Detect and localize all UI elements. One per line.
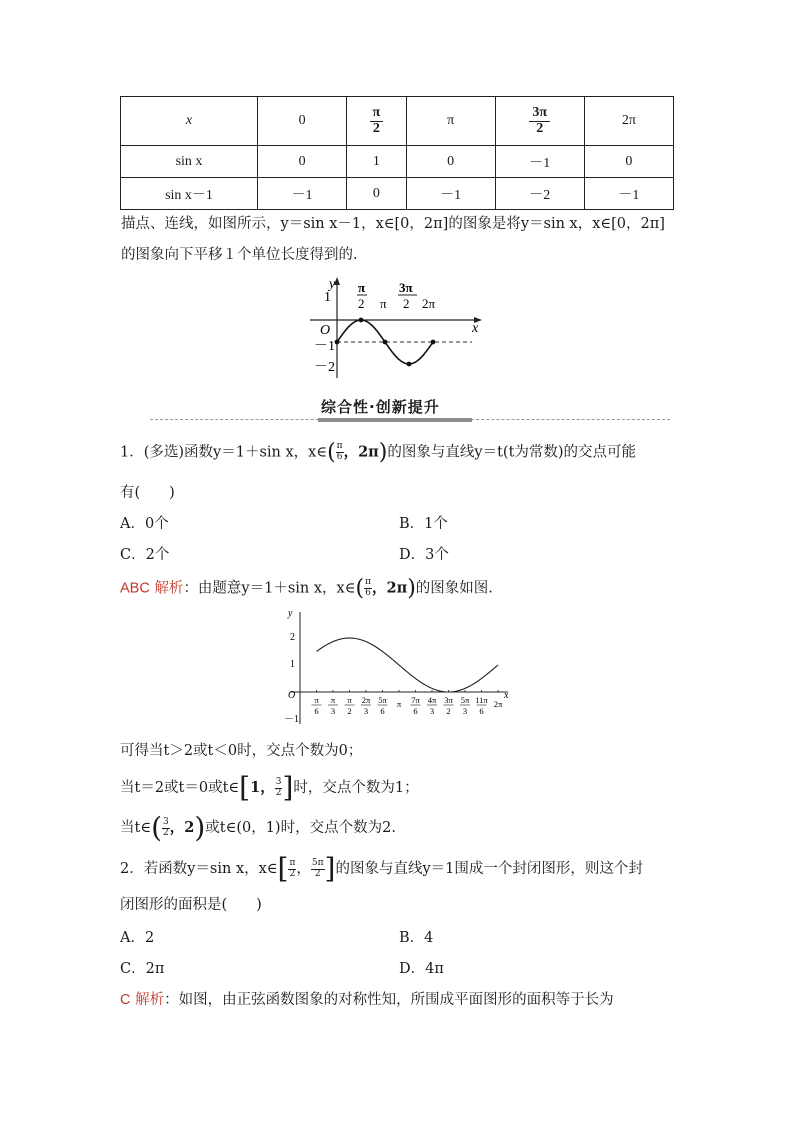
paren-close: ) <box>194 811 206 844</box>
y-axis-label: y <box>288 608 293 619</box>
table-cell: －1 <box>584 178 673 210</box>
analysis-label: 解析 <box>154 580 184 597</box>
q1-case-2 <box>120 771 419 804</box>
table-cell: π <box>406 97 495 146</box>
q2-option-b[interactable]: B．4 <box>399 930 434 946</box>
origin-label: O <box>288 690 296 701</box>
intro-line-2: 的图象向下平移１个单位长度得到的. <box>121 247 358 263</box>
x-tick-denominator: 3 <box>462 706 468 716</box>
tick-minus-2: －2 <box>314 360 335 375</box>
q1-analysis <box>120 576 493 601</box>
interval-end: ，2π <box>343 443 379 461</box>
tick-two-pi: 2π <box>422 296 436 311</box>
x-tick-numerator: π <box>396 699 402 709</box>
x-axis-label: x <box>504 690 509 701</box>
graph-one-plus-sin <box>282 606 514 726</box>
table-cell: sin x－1 <box>121 178 258 210</box>
q1-analysis-text-b: 的图象如图. <box>415 580 493 597</box>
section-title: 综合性·创新提升 <box>321 398 440 416</box>
table-row-sin <box>121 146 674 178</box>
tick-pi-half-den: 2 <box>358 296 365 311</box>
table-cell <box>347 97 406 146</box>
sine-curve <box>317 638 499 692</box>
x-tick-denominator: 3 <box>429 706 435 716</box>
origin-label: O <box>320 323 331 338</box>
x-tick-labels <box>312 690 503 716</box>
x-tick-denominator: 6 <box>413 706 418 716</box>
interval-end: ，2π <box>371 579 408 597</box>
x-tick-denominator: 6 <box>314 706 319 716</box>
tick-three-pi-half-den: 2 <box>403 296 410 311</box>
x-tick-denominator: 3 <box>330 706 336 716</box>
q1-case3-text-b: ，2 <box>169 819 195 836</box>
paren-open: ( <box>327 440 336 465</box>
key-point <box>359 318 364 323</box>
value-table <box>120 96 674 210</box>
table-header-row <box>121 97 674 146</box>
q2-analysis-text: ：如图，由正弦函数图象的对称性知，所围成平面图形的面积等于长为 <box>164 992 614 1008</box>
key-point <box>383 340 388 345</box>
table-cell: 0 <box>258 146 347 178</box>
x-tick-numerator: 7π <box>411 695 420 705</box>
comma: ， <box>296 861 311 877</box>
x-axis-label: x <box>472 321 479 336</box>
section-underline <box>318 418 472 422</box>
q1-stem-text-b: 的图象与直线y＝t(t为常数)的交点可能 <box>387 444 637 461</box>
q1-option-b[interactable]: B．1个 <box>399 516 448 532</box>
intro-line-1: 描点、连线，如图所示，y＝sin x－1，x∈[0，2π]的图象是将y＝sin x，x∈[0，2π] <box>121 216 665 232</box>
table-cell <box>495 97 584 146</box>
fraction-pi-half: $\frac{\pi}{2}$ <box>370 106 384 136</box>
table-cell: 0 <box>258 97 347 146</box>
q1-stem-cont: 有( ) <box>120 485 175 501</box>
key-point <box>407 362 412 367</box>
q1-option-a[interactable]: A．0个 <box>120 516 169 532</box>
q2-option-a[interactable]: A．2 <box>120 930 155 946</box>
q2-stem-cont: 闭图形的面积是( ) <box>120 897 262 913</box>
table-cell: sin x <box>121 146 258 178</box>
q2-option-c[interactable]: C．2π <box>120 961 165 977</box>
x-tick-numerator: 3π <box>444 695 453 705</box>
table-cell: 0 <box>584 146 673 178</box>
x-tick-numerator: π <box>347 695 352 705</box>
tick-minus-1: －1 <box>314 339 335 354</box>
q2-stem-text-a: 2．若函数y＝sin x，x∈ <box>120 861 278 877</box>
x-tick-numerator: 4π <box>427 695 437 705</box>
q1-stem <box>120 440 636 465</box>
q1-option-d[interactable]: D．3个 <box>399 547 449 563</box>
x-tick-numerator: 5π <box>378 695 387 705</box>
bracket-open: [ <box>239 771 251 804</box>
q1-analysis-text-a: ：由题意y＝1＋sin x，x∈ <box>183 580 356 597</box>
fraction-three-halves: $\frac{3}{2}$ <box>163 816 169 838</box>
q1-case2-text-c: 时，交点个数为1； <box>293 780 419 796</box>
q1-stem-text-a: 1．(多选)函数y＝1＋sin x，x∈ <box>120 444 328 461</box>
fraction-pi-sixth: $\frac{\pi}{6}$ <box>336 441 343 462</box>
table-cell: 0 <box>347 178 406 210</box>
q2-answer: C <box>120 992 131 1008</box>
bracket-open: [ <box>277 852 289 885</box>
bracket-close: ] <box>282 771 294 804</box>
table-cell: 2π <box>584 97 673 146</box>
table-cell: 0 <box>406 146 495 178</box>
q2-stem-text-b: 的图象与直线y＝1围成一个封闭图形，则这个封 <box>335 861 643 877</box>
table-cell: －1 <box>406 178 495 210</box>
q2-analysis <box>120 988 614 1009</box>
x-tick-numerator: π <box>314 695 319 705</box>
q1-case-1: 可得当t＞2或t＜0时，交点个数为0； <box>120 743 363 759</box>
x-tick-denominator: 6 <box>479 706 484 716</box>
q2-stem <box>120 852 643 885</box>
analysis-label: 解析 <box>135 992 165 1008</box>
x-tick-numerator: 2π <box>361 695 371 705</box>
fraction-five-pi-half: $\frac{5\pi}{2}$ <box>311 857 324 879</box>
table-cell: 1 <box>347 146 406 178</box>
q1-case2-text-b: 1， <box>250 779 275 796</box>
paren-close: ) <box>378 440 388 465</box>
table-cell: －1 <box>258 178 347 210</box>
x-tick-denominator: 2 <box>446 706 451 716</box>
table-cell: －2 <box>495 178 584 210</box>
fraction-pi-half: $\frac{\pi}{2}$ <box>289 857 296 879</box>
tick-three-pi-half-num: 3π <box>399 280 413 295</box>
y-tick-1: 1 <box>290 659 295 670</box>
x-tick-denominator: 6 <box>380 706 385 716</box>
q2-option-d[interactable]: D．4π <box>399 961 444 977</box>
tick-pi: π <box>380 296 387 311</box>
q1-answer: ABC <box>120 580 150 597</box>
tick-pi-half-num: π <box>358 280 366 295</box>
graph-sin-minus-one <box>300 270 500 382</box>
fraction-three-halves: $\frac{3}{2}$ <box>275 776 282 798</box>
fraction-pi-sixth: $\frac{\pi}{6}$ <box>365 577 371 598</box>
q1-case3-text-c: 或t∈(0，1)时，交点个数为2. <box>205 820 396 836</box>
paren-close: ) <box>407 576 416 601</box>
table-cell: －1 <box>495 146 584 178</box>
x-tick-numerator: 11π <box>475 695 488 705</box>
x-tick-numerator: 5π <box>460 695 470 705</box>
y-tick-2: 2 <box>290 632 295 643</box>
y-tick-minus-1: －1 <box>284 714 299 725</box>
x-tick-denominator: 3 <box>363 706 369 716</box>
q1-option-c[interactable]: C．2个 <box>120 547 170 563</box>
paren-open: ( <box>151 811 162 844</box>
fraction-three-pi-half: $\frac{3\pi}{2}$ <box>529 106 550 136</box>
y-axis-label: y <box>329 277 336 292</box>
key-point <box>335 340 340 345</box>
key-point <box>431 340 436 345</box>
paren-open: ( <box>355 576 365 601</box>
x-tick-denominator: 2 <box>347 706 352 716</box>
tick-1: 1 <box>324 290 331 305</box>
table-cell: x <box>121 97 258 146</box>
q1-case2-text-a: 当t＝2或t＝0或t∈ <box>120 780 240 796</box>
q1-case-3 <box>120 811 396 844</box>
x-tick-numerator: π <box>330 695 336 705</box>
table-row-sin-minus-1 <box>121 178 674 210</box>
x-tick-numerator: 2π <box>493 699 503 709</box>
bracket-close: ] <box>324 852 336 885</box>
q1-case3-text-a: 当t∈ <box>120 820 152 836</box>
